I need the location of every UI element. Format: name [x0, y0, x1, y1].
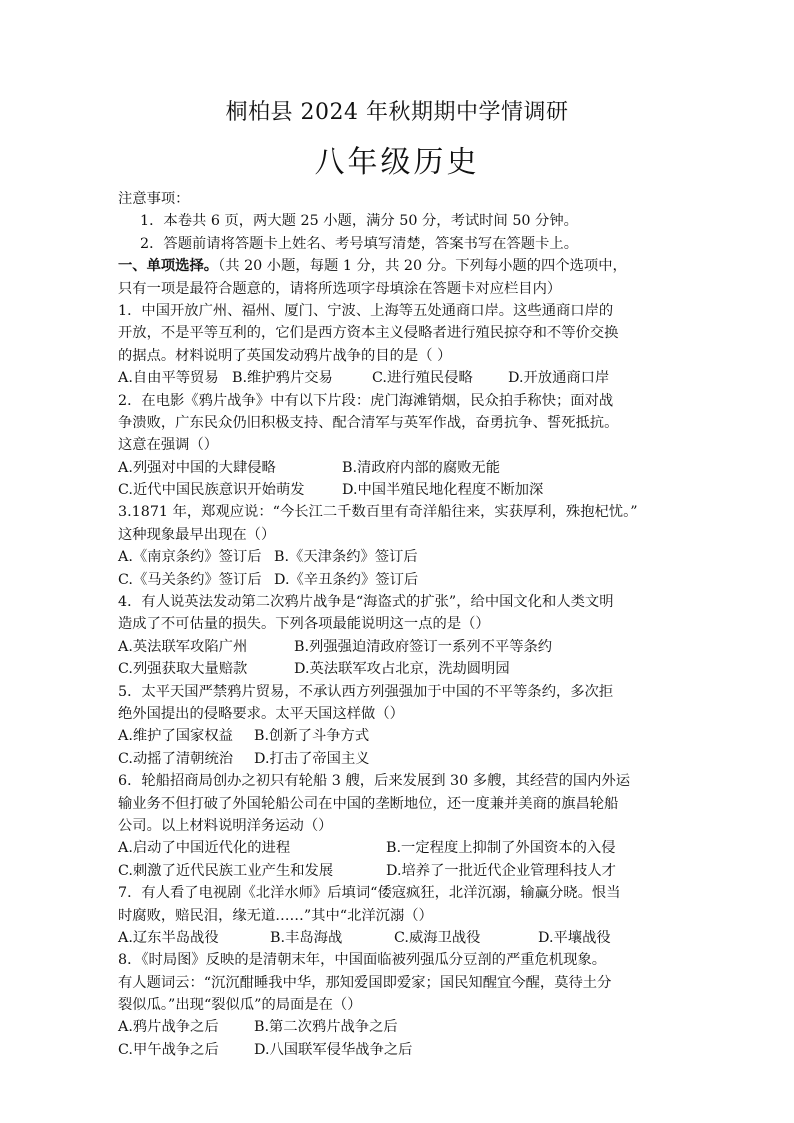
question-3-stem-line-1: 3.1871 年，郑观应说：“今长江二千数百里有奇洋船往来，实获厚利，殊抱杞忧。”: [118, 504, 638, 521]
question-4-option-a: A.英法联军攻陷广州: [118, 638, 248, 655]
section-1-heading: 一、单项选择。: [118, 258, 219, 275]
question-6-stem-line-3: 公司。以上材料说明洋务运动（）: [118, 817, 333, 834]
exam-subject: 八年级历史: [314, 145, 480, 180]
question-1-option-a: A.自由平等贸易: [118, 370, 219, 387]
question-8-options-row-1: [118, 1016, 678, 1038]
question-2-option-d: D.中国半殖民地化程度不断加深: [342, 482, 544, 499]
question-3-option-a: A.《南京条约》签订后: [118, 549, 262, 566]
question-3-option-b: B.《天津条约》签订后: [274, 549, 418, 566]
question-6-options-row-1: [118, 837, 678, 859]
question-3-options-row-2: [118, 569, 678, 591]
section-1-header: [118, 255, 678, 277]
question-6-stem-line-2: 输业务不但打破了外国轮船公司在中国的垄断地位，还一度兼并美商的旗昌轮船: [118, 795, 619, 812]
question-2-stem-line-2: 争溃败，广东民众仍旧积极支持、配合清军与英军作战，奋勇抗争、誓死抵抗。: [118, 414, 619, 431]
question-5-option-a: A.维护了国家权益: [118, 728, 233, 745]
question-8-option-a: A.鸦片战争之后: [118, 1019, 219, 1036]
question-6-option-a: A.启动了中国近代化的进程: [118, 840, 291, 857]
section-1-desc-line-2: 只有一项是最符合题意的，请将所选项字母填涂在答题卡对应栏目内）: [118, 280, 562, 297]
question-7-option-b: B.丰岛海战: [270, 929, 343, 946]
question-7-stem-line-1: 7．有人看了电视剧《北洋水师》后填词“倭寇疯狂，北洋沉溺，输赢分晓。恨当: [118, 885, 621, 902]
question-8-option-d: D.八国联军侵华战争之后: [254, 1041, 413, 1058]
question-8-option-c: C.甲午战争之后: [118, 1041, 219, 1058]
question-6-options-row-2: [118, 860, 678, 882]
question-5-stem-line-1: 5．太平天国严禁鸦片贸易，不承认西方列强强加于中国的不平等条约，多次拒: [118, 683, 614, 700]
question-2-options-row-1: [118, 457, 678, 479]
question-3-options-row-1: [118, 546, 678, 568]
question-8-stem-line-2: 有人题词云：“沉沉酣睡我中华，那知爱国即爱家；国民知醒宜今醒，莫待土分: [118, 974, 612, 991]
question-6-option-d: D.培养了一批近代企业管理科技人才: [386, 862, 616, 879]
question-8-options-row-2: [118, 1039, 678, 1061]
question-3-option-c: C.《马关条约》签订后: [118, 571, 262, 588]
question-4-option-b: B.列强强迫清政府签订一系列不平等条约: [294, 638, 553, 655]
question-3-stem-line-2: 这种现象最早出现在（）: [118, 526, 276, 543]
question-1-options: [118, 367, 678, 389]
question-4-options-row-2: [118, 658, 678, 680]
question-4-options-row-1: [118, 636, 678, 658]
question-4-option-d: D.英法联军攻占北京，洗劫圆明园: [294, 661, 510, 678]
notice-heading: 注意事项：: [118, 191, 190, 207]
question-5-stem-line-2: 绝外国提出的侵略要求。太平天国这样做（）: [118, 705, 404, 722]
question-8-stem-line-3: 裂似瓜。”出现“裂似瓜”的局面是在（）: [118, 997, 362, 1014]
question-4-stem-line-2: 造成了不可估量的损失。下列各项最能说明这一点的是（）: [118, 616, 490, 633]
question-4-option-c: C.列强获取大量赔款: [118, 661, 248, 678]
question-1-option-b: B.维护鸦片交易: [232, 370, 333, 387]
question-2-option-c: C.近代中国民族意识开始萌发: [118, 482, 305, 499]
question-7-stem-line-2: 时腐败，赔民泪，缘无道……”其中“北洋沉溺（）: [118, 907, 433, 924]
notice-item-1: 1．本卷共 6 页，两大题 25 小题，满分 50 分，考试时间 50 分钟。: [140, 213, 578, 230]
question-5-option-b: B.创新了斗争方式: [254, 728, 370, 745]
question-7-option-c: C.威海卫战役: [394, 929, 481, 946]
question-1-option-d: D.开放通商口岸: [508, 370, 610, 387]
question-8-option-b: B.第二次鸦片战争之后: [254, 1019, 398, 1036]
question-5-options-row-2: [118, 748, 678, 770]
exam-title: 桐柏县 2024 年秋期期中学情调研: [225, 100, 569, 125]
question-1-stem-line-2: 开放，不是平等互利的，它们是西方资本主义侵略者进行殖民掠夺和不等价交换: [118, 325, 619, 342]
question-3-option-d: D.《辛丑条约》签订后: [274, 571, 419, 588]
question-5-option-c: C.动摇了清朝统治: [118, 750, 234, 767]
question-5-options-row-1: [118, 725, 678, 747]
question-1-option-c: C.进行殖民侵略: [372, 370, 473, 387]
exam-content: [118, 188, 678, 1061]
question-7-option-d: D.平壤战役: [538, 929, 611, 946]
question-2-option-b: B.清政府内部的腐败无能: [342, 459, 501, 476]
question-8-stem-line-1: 8．《时局图》反映的是清朝末年，中国面临被列强瓜分豆剖的严重危机现象。: [118, 952, 607, 969]
question-5-option-d: D.打击了帝国主义: [254, 750, 370, 767]
question-1-stem-line-1: 1．中国开放广州、福州、厦门、宁波、上海等五处通商口岸。这些通商口岸的: [118, 302, 614, 319]
question-7-options: [118, 927, 678, 949]
question-4-stem-line-1: 4．有人说英法发动第二次鸦片战争是“海盗式的扩张”，给中国文化和人类文明: [118, 594, 614, 611]
question-2-stem-line-3: 这意在强调（）: [118, 437, 219, 454]
question-1-stem-line-3: 的据点。材料说明了英国发动鸦片战争的目的是（ ）: [118, 347, 452, 364]
question-6-option-b: B.一定程度上抑制了外国资本的入侵: [386, 840, 616, 857]
question-2-stem-line-1: 2．在电影《鸦片战争》中有以下片段：虎门海滩销烟，民众拍手称快；面对战: [118, 392, 614, 409]
question-6-stem-line-1: 6．轮船招商局创办之初只有轮船 3 艘，后来发展到 30 多艘，其经营的国内外运: [118, 773, 631, 790]
question-6-option-c: C.刺激了近代民族工业产生和发展: [118, 862, 334, 879]
section-1-desc: （共 20 小题，每题 1 分，共 20 分。下列每小题的四个选项中，: [218, 258, 627, 275]
question-7-option-a: A.辽东半岛战役: [118, 929, 219, 946]
notice-item-2: 2．答题前请将答题卡上姓名、考号填写清楚，答案书写在答题卡上。: [140, 235, 578, 252]
question-2-option-a: A.列强对中国的大肆侵略: [118, 459, 276, 476]
question-2-options-row-2: [118, 479, 678, 501]
